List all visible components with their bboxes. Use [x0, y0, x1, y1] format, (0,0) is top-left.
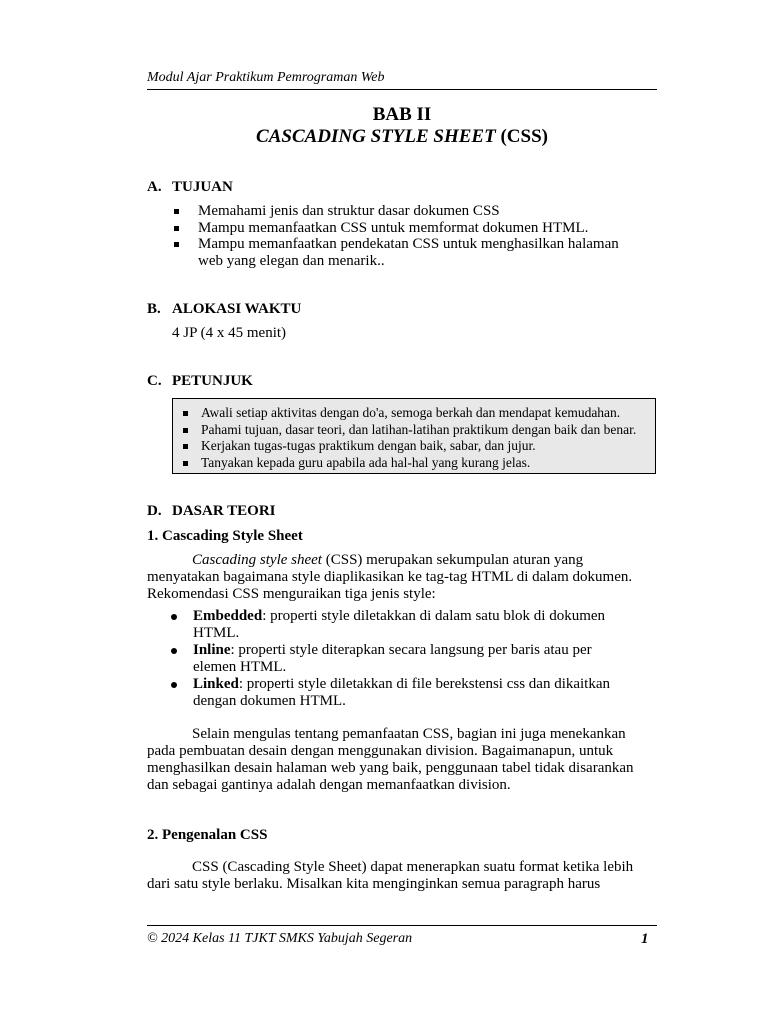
tujuan-item: Mampu memanfaatkan CSS untuk memformat dokumen HTML. — [172, 220, 652, 237]
subsection-1-heading: 1. Cascading Style Sheet — [147, 528, 303, 544]
style-type-term: Inline — [193, 642, 231, 658]
petunjuk-item: Kerjakan tugas-tugas praktikum dengan baik, sabar, dan jujur. — [181, 438, 636, 455]
section-d-title: DASAR TEORI — [172, 503, 276, 519]
section-d-heading — [147, 503, 276, 520]
running-header: Modul Ajar Praktikum Pemrograman Web — [147, 70, 385, 85]
tujuan-list — [172, 203, 652, 269]
petunjuk-box — [172, 398, 656, 474]
style-type-desc: : properti style diletakkan di dalam satu blok di dokumen HTML. — [193, 608, 606, 641]
petunjuk-list — [181, 405, 636, 471]
style-type-term: Linked — [193, 676, 239, 692]
subsection-2-heading: 2. Pengenalan CSS — [147, 827, 268, 843]
division-paragraph — [147, 726, 647, 794]
pengenalan-paragraph — [147, 859, 652, 893]
tujuan-item: Memahami jenis dan struktur dasar dokumen CSS — [172, 203, 652, 220]
page-number: 1 — [641, 931, 649, 947]
chapter-title-suffix: (CSS) — [495, 126, 548, 147]
section-a-letter: A. — [147, 179, 162, 195]
section-c-title: PETUNJUK — [172, 373, 253, 389]
footer-divider — [147, 925, 657, 926]
tujuan-item: Mampu memanfaatkan pendekatan CSS untuk menghasilkan halaman web yang elegan dan menarik.. — [172, 236, 652, 269]
chapter-number: BAB II — [372, 104, 432, 125]
style-type-item — [147, 642, 617, 676]
header-divider — [147, 89, 657, 90]
section-c-heading — [147, 373, 253, 390]
style-type-desc: : properti style diletakkan di file berekstensi css dan dikaitkan dengan dokumen HTML. — [193, 676, 611, 709]
section-b-heading — [147, 301, 301, 318]
section-b-title: ALOKASI WAKTU — [172, 301, 302, 317]
alokasi-waktu-text: 4 JP (4 x 45 menit) — [172, 325, 287, 341]
section-d-letter: D. — [147, 503, 162, 519]
section-a-title: TUJUAN — [172, 179, 233, 195]
section-b-letter: B. — [147, 301, 161, 317]
style-type-item — [147, 676, 617, 710]
style-type-item — [147, 608, 617, 642]
chapter-title — [147, 126, 657, 148]
css-intro-text: (CSS) merupakan sekumpulan aturan yang menyatakan bagaimana style diaplikasikan ke tag-tag HTML di dalam dokumen. Rekomendasi CSS menguraikan tiga jenis style: — [147, 552, 633, 602]
division-text: Selain mengulas tentang pemanfaatan CSS, bagian ini juga menekankan pada pembuatan desain dengan menggunakan division. Bagaimanapun, untuk menghasilkan desain halaman web yang baik, penggunaan tabel tidak disarankan dan sebagai gantinya adalah dengan memanfaatkan division. — [147, 726, 634, 793]
petunjuk-item: Tanyakan kepada guru apabila ada hal-hal yang kurang jelas. — [181, 455, 636, 472]
style-type-desc: : properti style diterapkan secara langsung per baris atau per elemen HTML. — [193, 642, 592, 675]
style-type-term: Embedded — [193, 608, 263, 624]
petunjuk-item: Awali setiap aktivitas dengan do'a, semoga berkah dan mendapat kemudahan. — [181, 405, 636, 422]
chapter-title-italic: CASCADING STYLE SHEET — [256, 126, 496, 147]
petunjuk-item: Pahami tujuan, dasar teori, dan latihan-latihan praktikum dengan baik dan benar. — [181, 422, 636, 439]
css-term-italic: Cascading style sheet — [192, 552, 322, 568]
footer-copyright: © 2024 Kelas 11 TJKT SMKS Yabujah Segeran — [147, 931, 413, 946]
pengenalan-text: CSS (Cascading Style Sheet) dapat menerapkan suatu format ketika lebih dari satu style berlaku. Misalkan kita menginginkan semua paragraph harus — [147, 859, 634, 892]
section-c-letter: C. — [147, 373, 162, 389]
style-types-list — [147, 608, 617, 710]
section-a-heading — [147, 179, 233, 196]
css-intro-paragraph — [147, 552, 652, 603]
